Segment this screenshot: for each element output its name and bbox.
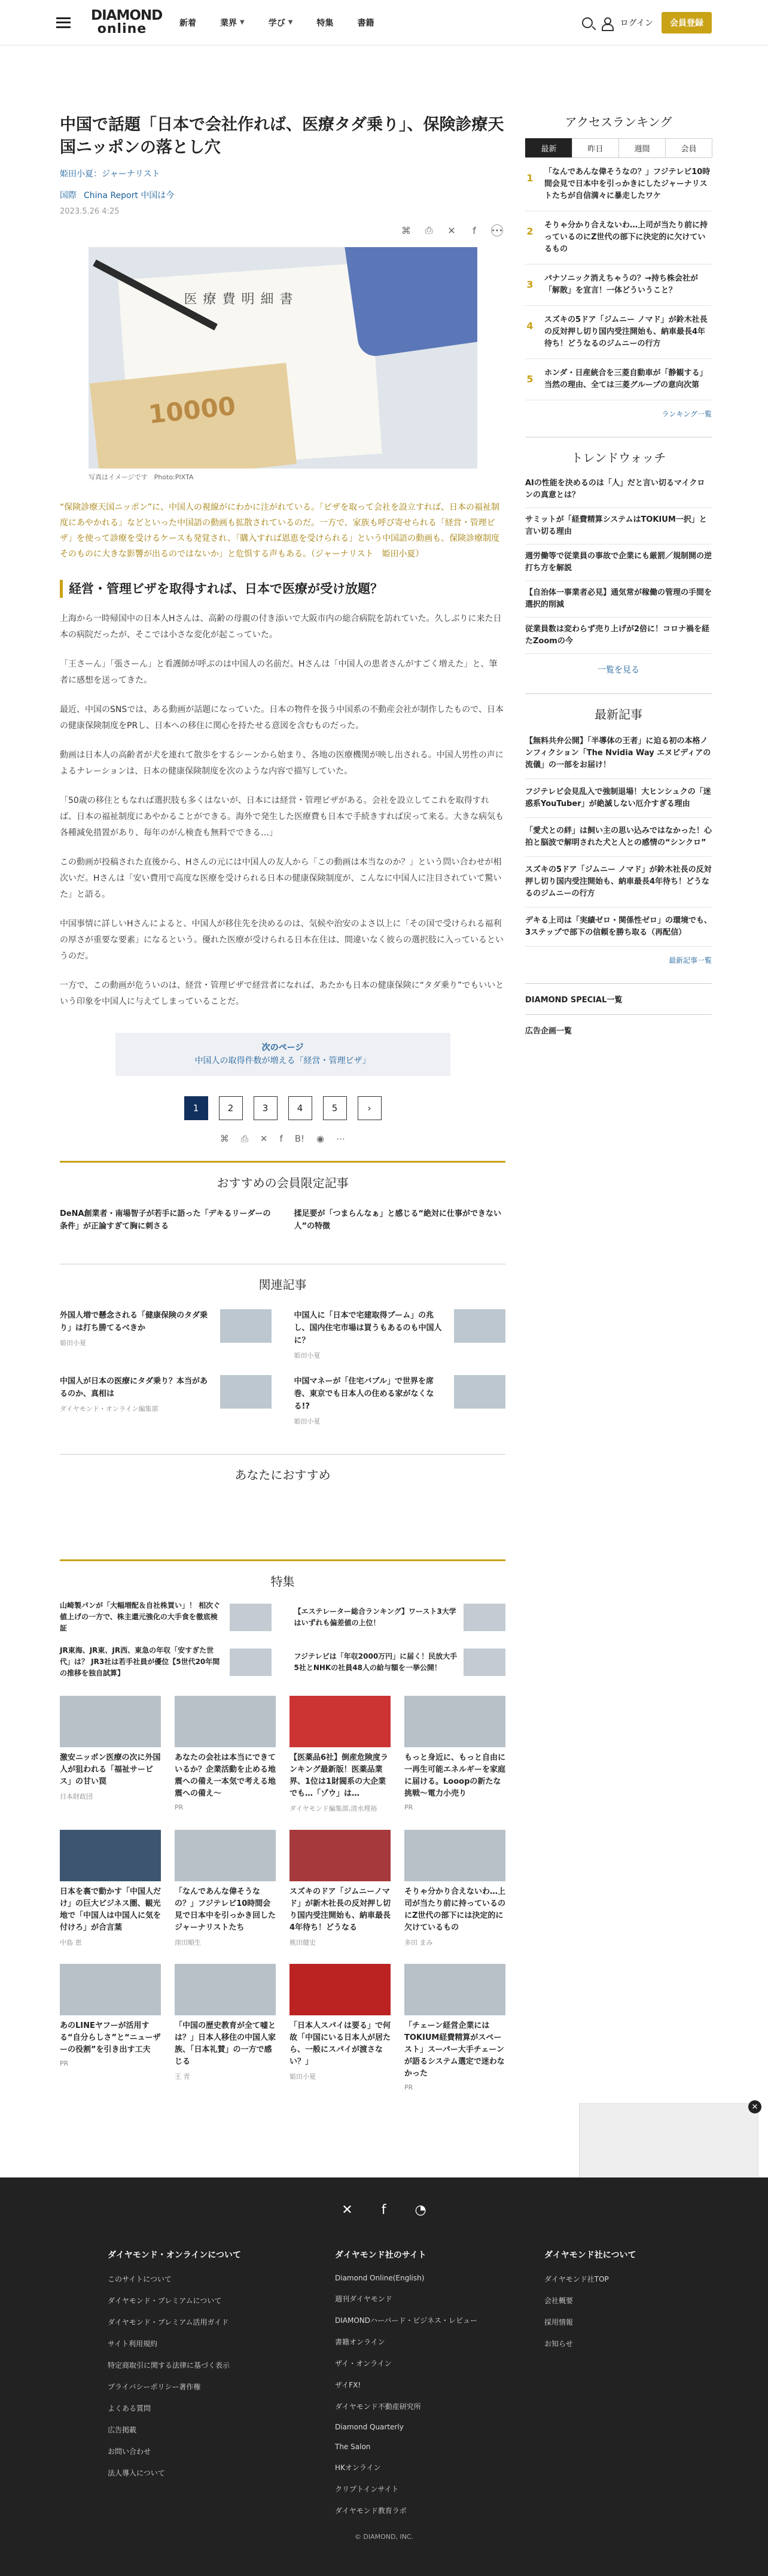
print-icon[interactable]: ⎙ — [425, 224, 433, 236]
series-link[interactable]: China Report 中国は今 — [84, 191, 175, 200]
footer-link[interactable]: Diamond Online(English) — [335, 2274, 425, 2282]
share-bar-bottom — [60, 1133, 505, 1144]
latest-item[interactable]: 【無料共弁公開】「半導体の王者」に迫る初の本格ノンフィクション「The Nvidia Way エヌビディアの流儀」の一部をお届け！ — [525, 728, 712, 779]
paragraph: 一方で、この動画が危ういのは、経営・管理ビザで経営者になれば、あたかも日本の健康保険に“タダ乗り”でもいいという印象を中国人に与えてしまっていることだ。 — [60, 981, 504, 1006]
article-title: 中国で話題「日本で会社作れば、医療タダ乗り」、保険診療天国ニッポンの落とし穴 — [60, 115, 504, 157]
foryou-area — [60, 1483, 505, 1543]
thumbnail — [404, 1830, 505, 1881]
thumbnail — [175, 1964, 276, 2015]
footer-link[interactable]: The Salon — [335, 2443, 371, 2451]
footer-link[interactable]: このサイトについて — [108, 2275, 172, 2283]
next-page-button[interactable]: › — [358, 1096, 382, 1120]
ranking-item[interactable]: 1 「なんであんな偉そうなの？」フジテレビ10時間会見で日本中を引っかきにしたジャーナリストたちが自信満々に暴走したワケ — [525, 158, 712, 211]
footer-link[interactable]: ザイFX! — [335, 2381, 361, 2389]
facebook-icon[interactable]: f — [381, 2203, 386, 2218]
thumbnail — [175, 1696, 276, 1747]
x-icon[interactable]: ✕ — [342, 2203, 353, 2218]
ranking-title: アクセスランキング — [565, 115, 672, 129]
recommend-title: おすすめの会員限定記事 — [60, 1161, 505, 1191]
thumbnail — [60, 1696, 161, 1747]
special-item[interactable]: 山崎製パンが「大幅増配＆自社株買い」！ 相次ぐ値上げの一方で、株主還元強化の大手食を徹底検証 — [60, 1600, 272, 1634]
thumbnail — [230, 1649, 272, 1676]
footer-col-about: ダイヤモンド・オンラインについて このサイトについて ダイヤモンド・プレミアムについて ダイヤモンド・プレミアム活用ガイド サイト利用規約 特定商取引に関する法律に基づく表示 プライバシーポリシー著作権 よくある質問 広告掲載 お問い合わせ 法人導入について — [108, 2249, 335, 2527]
article-photo — [89, 247, 477, 469]
footer-link[interactable]: Diamond Quarterly — [335, 2423, 404, 2431]
ranking-tabs — [525, 138, 712, 158]
special-title: 特集 — [60, 1559, 505, 1589]
special-item[interactable]: 【エステレーター総合ランキング】ワースト3大学はいずれも偏差値の上位！ — [294, 1600, 506, 1634]
footer-link[interactable]: お問い合わせ — [108, 2447, 151, 2456]
chevron-down-icon: ▼ — [240, 19, 245, 26]
grid-card[interactable]: 激安ニッポン医療の次に外国人が狙われる「福祉サービス」の甘い罠 日本財政団 — [60, 1696, 161, 1813]
footer-link[interactable]: ダイヤモンド・プレミアム活用ガイド — [108, 2318, 229, 2326]
category-link[interactable]: 国際 — [60, 191, 77, 200]
header-actions — [582, 12, 712, 34]
calculator-graphic — [344, 247, 477, 358]
thumbnail — [454, 1375, 505, 1409]
latest-item[interactable]: 「愛犬との絆」は飼い主の思い込みではなかった！心拍と脳波で解明された犬と人との感情の“シンクロ” — [525, 818, 712, 857]
footer-link[interactable]: 週刊ダイヤモンド — [335, 2295, 392, 2303]
thumbnail — [220, 1375, 272, 1409]
footer-link[interactable]: 法人導入について — [108, 2469, 165, 2477]
grid-card[interactable]: スズキのドア「ジムニーノマド」が新木社長の反対押し切り国内受注開始も、納車最長4年待ち！どうなる 桃田健史 — [289, 1830, 391, 1947]
footer-link[interactable]: 書籍オンライン — [335, 2338, 385, 2346]
grid-card[interactable]: あのLINEヤフーが活用する“自分らしさ”と“ニューザーの役割”を引き出す工夫 PR — [60, 1964, 161, 2091]
thumbnail — [175, 1830, 276, 1881]
footer-col-sites: ダイヤモンド社のサイト Diamond Online(English) 週刊ダイヤモンド DIAMONDハーバード・ビジネス・レビュー 書籍オンライン ザイ・オンライン ザイFX! ダイヤモンド不動産研究所 Diamond Quarterly The Salon HKオンライン クリプトインサイト ダイヤモンド教育ラボ — [335, 2249, 544, 2527]
footer-link[interactable]: ダイヤモンド教育ラボ — [335, 2507, 407, 2515]
latest-section — [525, 694, 712, 965]
footer-link[interactable]: ザイ・オンライン — [335, 2359, 392, 2368]
share-bar — [60, 224, 505, 236]
related-title: 関連記事 — [60, 1264, 505, 1292]
print-icon[interactable]: ⎙ — [240, 1133, 248, 1144]
trend-item[interactable]: 従業員数は変わらず売り上げが2倍に！コロナ禍を経たZoomの今 — [525, 618, 712, 654]
author-link[interactable]: 姫田小夏：ジャーナリスト — [60, 169, 160, 179]
thumbnail — [404, 1696, 505, 1747]
page-5[interactable]: 5 — [323, 1096, 347, 1120]
photo-caption: 写真はイメージです Photo:PIXTA — [89, 473, 194, 481]
grid-card[interactable]: 「中国の歴史教育が全て嘘とは？」日本人移住の中国人家族、「日本礼賛」の一方で感じる 王 青 — [175, 1964, 276, 2091]
trend-title: トレンドウォッチ — [571, 451, 666, 465]
site-logo[interactable]: DIAMOND online — [91, 8, 163, 37]
related-item[interactable]: 中国人が日本の医療にタダ乗り？本当があるのか、真相は ダイヤモンド・オンライン編集部 — [60, 1375, 272, 1428]
thumbnail — [60, 1964, 161, 2015]
x-icon[interactable]: ✕ — [447, 224, 456, 236]
user-icon[interactable] — [601, 17, 612, 28]
next-page-link[interactable]: 次のページ 中国人の取得件数が増える「経営・管理ビザ」 — [115, 1033, 450, 1076]
related-item[interactable]: 中国人に「日本で宅建取得ブーム」の兆し、国内住宅市場は買うもあるのも中国人に？ 姫田小夏 — [294, 1309, 506, 1362]
sidebar — [525, 91, 712, 1045]
footer-link[interactable]: お知らせ — [544, 2340, 573, 2348]
publish-date: 2023.5.26 4:25 — [60, 207, 120, 216]
footer-col-company: ダイヤモンド社について ダイヤモンド社TOP 会社概要 採用情報 お知らせ — [544, 2249, 724, 2527]
more-icon[interactable]: ⋯ — [336, 1133, 346, 1144]
clip-icon[interactable]: ⌘ — [220, 1133, 229, 1144]
foryou-title: あなたにおすすめ — [60, 1454, 505, 1483]
paragraph: 「王さーん」「張さーん」と看護師が呼ぶのは中国人の名前だ。Hさんは「中国人の患者さんがすごく増えた」と、筆者に感想を送ってきた。 — [60, 659, 498, 685]
site-footer — [0, 2177, 768, 2576]
grid-card[interactable]: 「チェーン経営企業にはTOKIUM経費精算がスペースト」スーパー大手チェーンが語るシステム選定で迷わなかった PR — [404, 1964, 505, 2091]
grid-card[interactable]: そりゃ分かり合えないわ…上司が当たり前に持っているのにZ世代の部下には決定的に欠けているもの 多田 まみ — [404, 1830, 505, 1947]
footer-link[interactable]: サイト利用規約 — [108, 2340, 158, 2348]
footer-link[interactable]: ダイヤモンド社TOP — [544, 2275, 609, 2283]
trend-item[interactable]: AIの性能を決めるのは「人」だと言い切るマイクロンの真意とは？ — [525, 472, 712, 508]
copyright: © DIAMOND, INC. — [354, 2533, 414, 2541]
chevron-down-icon: ▼ — [288, 19, 293, 26]
rss-icon[interactable]: ◔ — [415, 2203, 426, 2218]
paragraph: この動画が投稿された直後から、Hさんの元には中国人の友人から「この動画は本当なのか？」という問い合わせが相次いだ。Hさんは「安い費用で高度な医療を受けられる日本の健康保険制度が、こんなに中国人に注目されていて驚いた」と語る。 — [60, 857, 502, 899]
tab-yesterday[interactable]: 昨日 — [572, 138, 619, 157]
recommend-item[interactable]: 揉足要が「つまらんなぁ」と感じる“絶対に仕事ができない人”の特徴 — [294, 1209, 502, 1231]
search-icon[interactable] — [582, 17, 593, 28]
menu-icon[interactable] — [56, 17, 71, 28]
page-3[interactable]: 3 — [254, 1096, 278, 1120]
ad-list-link[interactable]: 広告企画一覧 — [525, 1014, 712, 1045]
trend-item[interactable]: 週労働等で従業員の事故で企業にも厳罰／規制開の逆打ち方を解説 — [525, 545, 712, 581]
footer-link[interactable]: 採用情報 — [544, 2318, 574, 2326]
footer-link[interactable]: DIAMONDハーバード・ビジネス・レビュー — [335, 2316, 478, 2325]
close-icon[interactable]: ✕ — [748, 2100, 761, 2113]
footer-link[interactable]: ダイヤモンド・プレミアムについて — [108, 2297, 222, 2305]
footer-link[interactable]: 特定商取引に関する法律に基づく表示 — [108, 2361, 230, 2370]
footer-link[interactable]: 広告掲載 — [108, 2426, 137, 2434]
latest-title: 最新記事 — [595, 707, 642, 722]
special-item[interactable]: JR東海、JR東、JR西、東急の年収「安すぎた世代」は？ JR3社は若手社員が優位【5世代20年間の推移を独自試算】 — [60, 1645, 272, 1679]
trend-item[interactable]: サミットが「経費精算システムはTOKIUM一択」と言い切る理由 — [525, 508, 712, 545]
photo-text: 医療費明細書 — [184, 292, 299, 307]
nav-industry[interactable]: 業界 ▼ — [220, 18, 245, 28]
nav-special[interactable]: 特集 — [316, 18, 334, 28]
page-2[interactable]: 2 — [219, 1096, 243, 1120]
footer-columns — [108, 2249, 768, 2527]
banknote-value: 10000 — [147, 391, 237, 430]
special-item[interactable]: フジテレビは「年収2000万円」に届く！民放大手5社とNHKの社員48人の給与額を一挙公開！ — [294, 1645, 506, 1679]
site-header — [0, 0, 768, 45]
footer-link[interactable]: プライバシーポリシー著作権 — [108, 2383, 201, 2391]
grid-card[interactable]: 【医薬品6社】倒産危険度ランキング最新版！医薬品業界、1位は1財閥系の大企業でも…「ゾウ」は… ダイヤモンド編集部,清水理裕 — [289, 1696, 391, 1813]
special-list-link[interactable]: DIAMOND SPECIAL一覧 — [525, 983, 712, 1014]
tab-latest[interactable]: 最新 — [525, 138, 572, 157]
ranking-item[interactable]: 4 スズキの5ドア「ジムニー ノマド」が鈴木社長の反対押し切り国内受注開始も、納車最長4年待ち！どうなるのジムニーの行方 — [525, 306, 712, 359]
ranking-more-link[interactable]: ランキング一覧 — [662, 410, 712, 418]
paragraph: 最近、中国のSNSでは、ある動画が話題になっていた。日本の物件を扱う中国系の不動産会社が制作したもので、日本の健康保険制度をPRし、日本への移住に関心を持たせる意図を含むものだった。 — [60, 705, 504, 731]
section-heading: 経営・管理ビザを取得すれば、日本で医療が受け放題？ — [60, 580, 505, 598]
trend-item[interactable]: 【自治体一事業者必見】通気常が稼働の管理の手間を選択的削減 — [525, 581, 712, 618]
social-links — [0, 2203, 768, 2218]
x-icon[interactable]: ✕ — [260, 1133, 268, 1144]
thumbnail — [454, 1309, 505, 1343]
line-icon[interactable]: ◉ — [316, 1133, 325, 1144]
paragraph: 上海から一時帰国中の日本人Hさんは、高齢の母親の付き添いで大阪市内の総合病院を訪れていた。久しぶりに来た日本の病院だったが、そこでは小さな変化が起こっていた。 — [60, 614, 502, 640]
footer-link[interactable]: ダイヤモンド不動産研究所 — [335, 2402, 421, 2411]
thumbnail — [289, 1830, 391, 1881]
nav-learn[interactable]: 学び ▼ — [268, 18, 293, 28]
nav-books[interactable]: 書籍 — [357, 18, 374, 28]
grid-card[interactable]: あなたの会社は本当にできているか？企業活動を止める地震への備え一本気で考える地震への備え～ PR — [175, 1696, 276, 1813]
thumbnail — [60, 1830, 161, 1881]
thumbnail — [289, 1696, 391, 1747]
facebook-icon[interactable]: f — [473, 224, 476, 236]
grid-card[interactable]: 「なんであんな偉そうなの？」フジテレビ10時間会見で日本中を引っかき回したジャーナリストたち 窪田順生 — [175, 1830, 276, 1947]
ranking-item[interactable]: 3 パナソニック消えちゃうの？→持ち株会社が「解散」を宣言！一体どういうこと？ — [525, 264, 712, 306]
footer-link[interactable]: よくある質問 — [108, 2404, 151, 2413]
article-lead: “保険診療天国ニッポン”に、中国人の視線がにわかに注がれている。「ビザを取って会社を設立すれば、日本の福祉制度にあやかれる」などといった中国語の動画も拡散されているのだ。一方で、家族も呼び寄せられる「経営・管理ビザ」を使って診療を受けるケースも発覚され、「購入すれば恩恵を受けられる」という中国語の動画も、保険診療制度そのものに大きな影響が出るのではないか」と危惧する声もある。（ジャーナリスト 姫田小夏） — [60, 503, 500, 559]
thumbnail — [404, 1964, 505, 2015]
article-grid — [60, 1696, 505, 2091]
thumbnail — [464, 1604, 505, 1631]
related-item[interactable]: 中国マネーが「住宅バブル」で世界を席巻、東京でも日本人の住める家がなくなる!? 姫田小夏 — [294, 1375, 506, 1428]
latest-item[interactable]: フジテレビ会見乱入で強制退場！大ヒンシュクの「迷惑系YouTuber」が絶滅しない厄介すぎる理由 — [525, 779, 712, 818]
grid-card[interactable]: 日本を裏で動かす「中国人だけ」の巨大ビジネス圏、観光地で「中国人は中国人に気を付けろ」が合言葉 中島 恵 — [60, 1830, 161, 1947]
login-link[interactable]: ログイン — [620, 18, 653, 28]
grid-card[interactable]: 「日本人スパイは要る」で何故「中国にいる日本人が居たら、一般にスパイが渡さない？」 姫田小夏 — [289, 1964, 391, 2091]
more-icon[interactable]: ••• — [491, 224, 503, 236]
trend-more-link[interactable]: 一覧を見る — [598, 665, 639, 675]
thumbnail — [464, 1649, 505, 1676]
paragraph: 中国事情に詳しいHさんによると、中国人が移住先を決めるのは、気候や治安のよさ以上に「その国で受けられる福利の厚さが重要な要素」になるという。優れた医療が受けられる日本在住は、間違いなく彼らの選択肢に入っているというのだ。 — [60, 919, 504, 961]
latest-item[interactable]: スズキの5ドア「ジムニー ノマド」が鈴木社長の反対押し切り国内受注開始も、納車最長4年待ち！どうなるのジムニーの行方 — [525, 857, 712, 908]
latest-more-link[interactable]: 最新記事一覧 — [668, 956, 712, 965]
related-list — [60, 1309, 505, 1428]
facebook-icon[interactable]: f — [279, 1133, 283, 1144]
thumbnail — [289, 1964, 391, 2015]
hatena-icon[interactable]: B! — [294, 1133, 305, 1144]
footer-link[interactable]: HKオンライン — [335, 2464, 381, 2472]
paragraph: 「50歳の移住ともなれば選択肢も多くはないが、日本には経営・管理ビザがある。会社を設立してこれを取得すれば、日本の福祉制度にあやかることができる。海外で発生した医療費も日本で手続きすれば戻って来る。大きな病気も各種減免措置があり、毎年のがん検査も無料でできる…」 — [60, 796, 504, 838]
nav-new[interactable]: 新着 — [179, 18, 196, 28]
special-list — [60, 1600, 505, 1679]
clip-icon[interactable]: ⌘ — [401, 224, 411, 236]
trend-section — [525, 437, 712, 676]
pagination — [60, 1096, 505, 1120]
page-4[interactable]: 4 — [288, 1096, 312, 1120]
page-1[interactable]: 1 — [184, 1096, 208, 1120]
register-button[interactable]: 会員登録 — [662, 12, 712, 34]
ranking-item[interactable]: 5 ホンダ・日産統合を三菱自動車が「静観する」当然の理由、全ては三菱グループの意向次第 — [525, 359, 712, 400]
ranking-item[interactable]: 2 そりゃ分かり合えないわ…上司が当たり前に持っているのにZ世代の部下に決定的に欠けているもの — [525, 211, 712, 264]
thumbnail — [230, 1604, 272, 1631]
article-category — [60, 189, 505, 201]
footer-link[interactable]: 会社概要 — [544, 2297, 574, 2305]
recommend-item[interactable]: DeNA創業者・南場智子が若手に語った「デキるリーダーの条件」が正論すぎて胸に刺さる — [60, 1209, 271, 1231]
latest-item[interactable]: デキる上司は「実績ゼロ・関係性ゼロ」の環境でも、3ステップで部下の信頼を勝ち取る（再配信） — [525, 908, 712, 947]
global-nav — [179, 17, 374, 29]
recommend-list — [60, 1208, 505, 1233]
tab-weekly[interactable]: 週間 — [618, 138, 666, 157]
article-main — [60, 91, 505, 2091]
paragraph: 動画は日本人の高齢者が犬を連れて散歩をするシーンから始まり、各地の医療機関が映し出される。中国人男性の声によるナレーションは、日本の健康保険制度を次のような内容で描写していた。 — [60, 750, 504, 776]
thumbnail — [220, 1309, 272, 1343]
related-item[interactable]: 外国人増で懸念される「健康保険のタダ乗り」は打ち勝てるべきか 姫田小夏 — [60, 1309, 272, 1362]
tab-member[interactable]: 会員 — [665, 138, 712, 157]
footer-link[interactable]: クリプトインサイト — [335, 2485, 399, 2493]
grid-card[interactable]: もっと身近に、もっと自由に一再生可能エネルギーを家庭に届ける。Looopの新たな挑戦～電力小売り PR — [404, 1696, 505, 1813]
